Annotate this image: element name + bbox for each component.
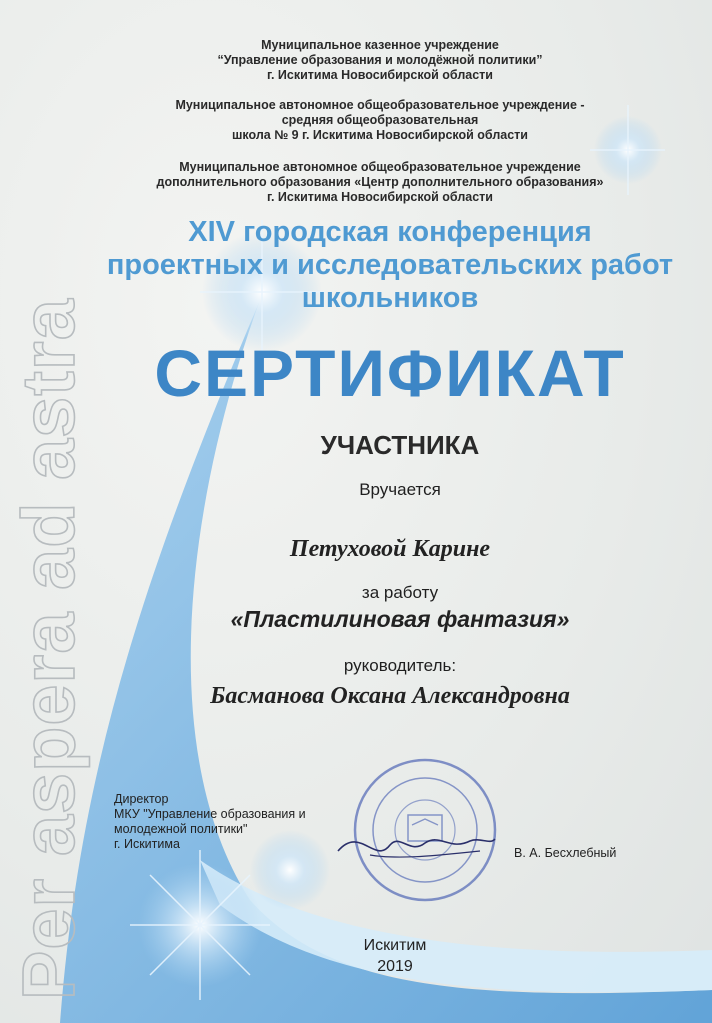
conference-line2: проектных и исследовательских работ xyxy=(106,249,674,281)
conference-line3: школьников xyxy=(301,282,479,314)
signature xyxy=(330,815,500,870)
org3-line2: дополнительного образования «Центр дополнительного образования» xyxy=(156,175,604,189)
org1-line2: “Управление образования и молодёжной политики” xyxy=(217,53,543,67)
org-block-2 xyxy=(100,98,660,143)
director-line3: молодежной политики" xyxy=(114,822,248,836)
city: Искитим xyxy=(363,937,427,954)
supervisor-name: Басманова Оксана Александровна xyxy=(210,683,570,709)
org2-line1: Муниципальное автономное общеобразовательное учреждение - xyxy=(175,98,585,112)
supervisor-label: руководитель: xyxy=(343,656,457,675)
director-line4: г. Искитима xyxy=(114,837,180,851)
org3-line3: г. Искитима Новосибирской области xyxy=(267,190,493,204)
city-year-block xyxy=(330,935,460,977)
conference-line1: XIV городская конференция xyxy=(188,216,592,248)
certificate-title: СЕРТИФИКАТ xyxy=(154,336,626,410)
participant-label: УЧАСТНИКА xyxy=(320,430,480,460)
recipient-name: Петуховой Карине xyxy=(289,536,491,562)
org1-line3: г. Искитима Новосибирской области xyxy=(267,68,493,82)
director-name: В. А. Бесхлебный xyxy=(514,846,617,860)
org1-line1: Муниципальное казенное учреждение xyxy=(261,38,499,52)
director-line2: МКУ "Управление образования и xyxy=(114,807,306,821)
org-block-3 xyxy=(100,160,660,205)
conference-title xyxy=(80,216,700,315)
org2-line3: школа № 9 г. Искитима Новосибирской области xyxy=(232,128,528,142)
director-block xyxy=(114,792,306,852)
director-line1: Директор xyxy=(114,792,169,806)
awarded-label: Вручается xyxy=(359,480,441,499)
org3-line1: Муниципальное автономное общеобразовательное учреждение xyxy=(179,160,581,174)
for-work-label: за работу xyxy=(361,583,439,602)
org-block-1 xyxy=(100,38,660,83)
side-motto: Per aspera ad astra xyxy=(7,298,90,1000)
org2-line2: средняя общеобразовательная xyxy=(281,113,479,127)
year: 2019 xyxy=(377,958,413,975)
work-title: «Пластилиновая фантазия» xyxy=(230,606,570,632)
